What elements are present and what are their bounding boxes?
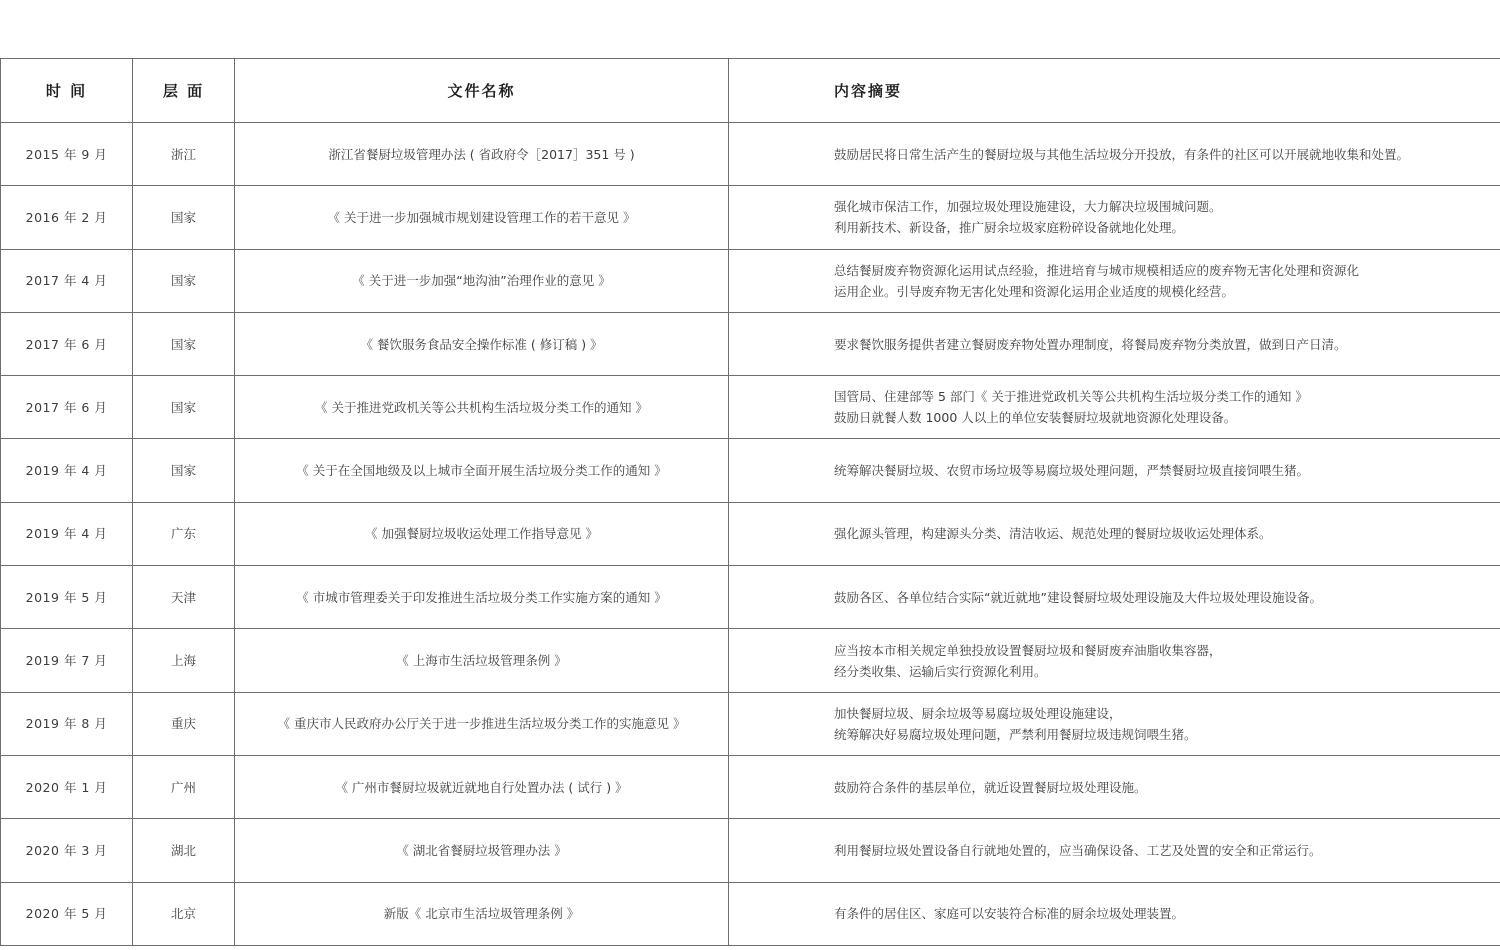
summary-line: 利用新技术、新设备，推广厨余垃圾家庭粉碎设备就地化处理。 xyxy=(834,220,1185,236)
cell-summary xyxy=(729,123,1500,186)
table-body xyxy=(1,123,1500,946)
cell-document-name: 《 上海市生活垃圾管理条例 》 xyxy=(235,629,729,692)
summary-line: 强化城市保洁工作，加强垃圾处理设施建设，大力解决垃圾围城问题。 xyxy=(834,199,1222,215)
cell-document-name: 《 关于在全国地级及以上城市全面开展生活垃圾分类工作的通知 》 xyxy=(235,439,729,502)
summary-line: 统筹解决餐厨垃圾、农贸市场垃圾等易腐垃圾处理问题，严禁餐厨垃圾直接饲喂生猪。 xyxy=(834,463,1310,479)
cell-level: 重庆 xyxy=(133,692,235,755)
cell-summary xyxy=(729,629,1500,692)
summary-line: 鼓励符合条件的基层单位，就近设置餐厨垃圾处理设施。 xyxy=(834,779,1147,795)
summary-line: 总结餐厨废弃物资源化运用试点经验，推进培育与城市规模相适应的废弃物无害化处理和资源化 xyxy=(834,262,1360,278)
cell-summary xyxy=(729,376,1500,439)
table-row xyxy=(1,312,1500,375)
summary-line: 鼓励日就餐人数 1000 人以上的单位安装餐厨垃圾就地资源化处理设备。 xyxy=(834,410,1237,426)
cell-level: 国家 xyxy=(133,439,235,502)
table-row xyxy=(1,186,1500,249)
cell-summary xyxy=(729,819,1500,882)
cell-document-name: 《 加强餐厨垃圾收运处理工作指导意见 》 xyxy=(235,502,729,565)
cell-time: 2019 年 5 月 xyxy=(1,566,133,629)
table-row xyxy=(1,439,1500,502)
summary-line: 加快餐厨垃圾、厨余垃圾等易腐垃圾处理设施建设， xyxy=(834,705,1122,721)
policy-table xyxy=(0,58,1500,946)
cell-level: 天津 xyxy=(133,566,235,629)
summary-line: 鼓励居民将日常生活产生的餐厨垃圾与其他生活垃圾分开投放，有条件的社区可以开展就地收集和处置。 xyxy=(834,146,1410,162)
cell-document-name: 《 关于进一步加强“地沟油”治理作业的意见 》 xyxy=(235,249,729,312)
cell-time: 2019 年 8 月 xyxy=(1,692,133,755)
cell-time: 2020 年 1 月 xyxy=(1,755,133,818)
summary-line: 运用企业。引导废弃物无害化处理和资源化运用企业适度的规模化经营。 xyxy=(834,283,1235,299)
summary-line: 有条件的居住区、家庭可以安装符合标准的厨余垃圾处理装置。 xyxy=(834,906,1185,922)
cell-summary xyxy=(729,249,1500,312)
cell-summary xyxy=(729,692,1500,755)
summary-line: 要求餐饮服务提供者建立餐厨废弃物处置办理制度，将餐局废弃物分类放置，做到日产日清。 xyxy=(834,336,1347,352)
cell-document-name: 《 关于进一步加强城市规划建设管理工作的若干意见 》 xyxy=(235,186,729,249)
cell-document-name: 新版《 北京市生活垃圾管理条例 》 xyxy=(235,882,729,945)
table-row xyxy=(1,819,1500,882)
cell-time: 2017 年 6 月 xyxy=(1,312,133,375)
header-summary: 内容摘要 xyxy=(729,59,1500,123)
cell-time: 2019 年 4 月 xyxy=(1,439,133,502)
summary-line: 利用餐厨垃圾处置设备自行就地处置的，应当确保设备、工艺及处置的安全和正常运行。 xyxy=(834,842,1322,858)
table-row xyxy=(1,566,1500,629)
cell-time: 2015 年 9 月 xyxy=(1,123,133,186)
cell-document-name: 《 重庆市人民政府办公厅关于进一步推进生活垃圾分类工作的实施意见 》 xyxy=(235,692,729,755)
summary-line: 应当按本市相关规定单独投放设置餐厨垃圾和餐厨废弃油脂收集容器， xyxy=(834,642,1222,658)
cell-level: 国家 xyxy=(133,312,235,375)
cell-summary xyxy=(729,566,1500,629)
header-document-name: 文件名称 xyxy=(235,59,729,123)
cell-summary xyxy=(729,312,1500,375)
table-row xyxy=(1,376,1500,439)
cell-summary xyxy=(729,755,1500,818)
table-header-row xyxy=(1,59,1500,123)
cell-document-name: 《 广州市餐厨垃圾就近就地自行处置办法 ( 试行 ) 》 xyxy=(235,755,729,818)
cell-summary xyxy=(729,502,1500,565)
table-row xyxy=(1,629,1500,692)
summary-line: 统筹解决好易腐垃圾处理问题，严禁利用餐厨垃圾违规饲喂生猪。 xyxy=(834,726,1197,742)
table-row xyxy=(1,755,1500,818)
table-row xyxy=(1,502,1500,565)
summary-line: 国管局、住建部等 5 部门《 关于推进党政机关等公共机构生活垃圾分类工作的通知 》 xyxy=(834,389,1308,405)
cell-time: 2016 年 2 月 xyxy=(1,186,133,249)
table-row xyxy=(1,692,1500,755)
cell-time: 2019 年 7 月 xyxy=(1,629,133,692)
cell-document-name: 《 市城市管理委关于印发推进生活垃圾分类工作实施方案的通知 》 xyxy=(235,566,729,629)
cell-document-name: 《 餐饮服务食品安全操作标准 ( 修订稿 ) 》 xyxy=(235,312,729,375)
cell-level: 浙江 xyxy=(133,123,235,186)
cell-summary xyxy=(729,186,1500,249)
cell-level: 国家 xyxy=(133,376,235,439)
cell-level: 广州 xyxy=(133,755,235,818)
cell-level: 北京 xyxy=(133,882,235,945)
cell-document-name: 《 关于推进党政机关等公共机构生活垃圾分类工作的通知 》 xyxy=(235,376,729,439)
cell-summary xyxy=(729,439,1500,502)
cell-time: 2017 年 6 月 xyxy=(1,376,133,439)
cell-time: 2020 年 5 月 xyxy=(1,882,133,945)
cell-level: 国家 xyxy=(133,249,235,312)
header-level: 层 面 xyxy=(133,59,235,123)
cell-document-name: 浙江省餐厨垃圾管理办法 ( 省政府令［2017］351 号 ) xyxy=(235,123,729,186)
cell-time: 2017 年 4 月 xyxy=(1,249,133,312)
cell-time: 2020 年 3 月 xyxy=(1,819,133,882)
cell-summary xyxy=(729,882,1500,945)
cell-level: 广东 xyxy=(133,502,235,565)
summary-line: 鼓励各区、各单位结合实际“就近就地”建设餐厨垃圾处理设施及大件垃圾处理设施设备。 xyxy=(834,589,1322,605)
table-row xyxy=(1,882,1500,945)
cell-level: 湖北 xyxy=(133,819,235,882)
cell-time: 2019 年 4 月 xyxy=(1,502,133,565)
cell-document-name: 《 湖北省餐厨垃圾管理办法 》 xyxy=(235,819,729,882)
summary-line: 强化源头管理，构建源头分类、清洁收运、规范处理的餐厨垃圾收运处理体系。 xyxy=(834,526,1272,542)
cell-level: 上海 xyxy=(133,629,235,692)
table-row xyxy=(1,123,1500,186)
table-row xyxy=(1,249,1500,312)
summary-line: 经分类收集、运输后实行资源化利用。 xyxy=(834,663,1047,679)
cell-level: 国家 xyxy=(133,186,235,249)
header-time: 时 间 xyxy=(1,59,133,123)
